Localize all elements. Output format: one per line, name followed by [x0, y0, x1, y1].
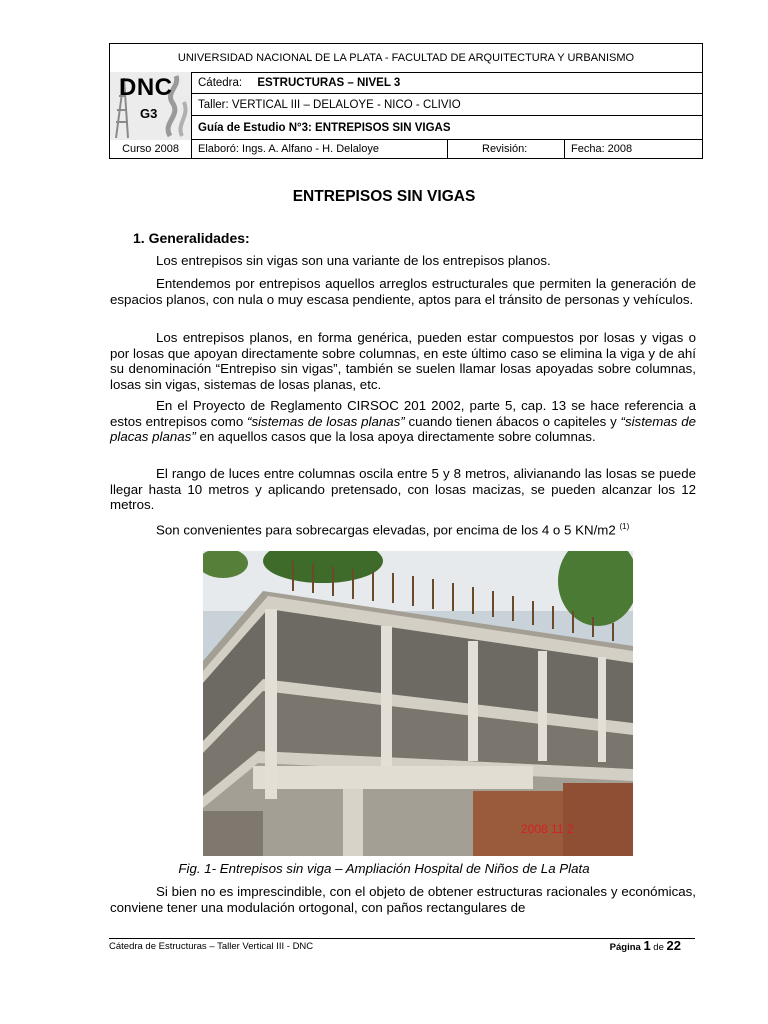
- guia-row: Guía de Estudio N°3: ENTREPISOS SIN VIGAS: [192, 116, 703, 140]
- paragraph-6: Son convenientes para sobrecargas elevadas, por encima de los 4 o 5 KN/m2 $^{(1)}$: [156, 522, 630, 538]
- dnc-logo: [110, 72, 192, 140]
- paragraph-4: En el Proyecto de Reglamento CIRSOC 201 2002, parte 5, cap. 13 se hace referencia a estos entrepisos como “sistemas de losas planas” cuando tienen ábacos o capiteles y “sistemas de placas planas” en aquellos casos que la losa apoya directamente sobre columnas.: [110, 398, 697, 445]
- university-name: UNIVERSIDAD NACIONAL DE LA PLATA - FACULTAD DE ARQUITECTURA Y URBANISMO: [110, 44, 702, 73]
- paragraph-7: Si bien no es imprescindible, con el objeto de obtener estructuras racionales y económicas, conviene tener una modulación ortogonal, con paños rectangulares de: [110, 884, 696, 915]
- taller-row: Taller: VERTICAL III – DELALOYE - NICO - CLIVIO: [192, 94, 703, 116]
- logo-text: DNC: [119, 74, 173, 101]
- footer-rule: [109, 938, 695, 939]
- curso-cell: Curso 2008: [110, 140, 192, 159]
- paragraph-3: Los entrepisos planos, en forma genérica, pueden estar compuestos por losas y vigas o por losas que apoyan directamente sobre columnas, en este último caso se elimina la viga y de ahí su denominación “Entrepiso sin vigas”, también se suelen llamar losas apoyadas sobre columnas, losas sin vigas, sistemas de losas planas, etc.: [110, 330, 696, 392]
- section-heading: 1. Generalidades:: [133, 230, 250, 246]
- page-number: Página 1 de 22: [609, 938, 681, 953]
- paragraph-2: Entendemos por entrepisos aquellos arreglos estructurales que permiten la generación de espacios planos, con nula o muy escasa pendiente, aptos para el tránsito de personas y vehículos.: [110, 276, 696, 307]
- footnote-ref: (1): [619, 522, 630, 531]
- photo-date-stamp: 2008 11 2: [521, 822, 574, 836]
- paragraph-5: El rango de luces entre columnas oscila entre 5 y 8 metros, alivianando las losas se puede llegar hasta 10 metros y aplicando pretensado, con losas macizas, se pueden alcanzar los 12 metros.: [110, 466, 696, 513]
- page-footer: [109, 938, 695, 953]
- catedra-value: ESTRUCTURAS – NIVEL 3: [257, 77, 401, 89]
- document-title: ENTREPISOS SIN VIGAS: [292, 188, 476, 205]
- document-header: [109, 43, 703, 159]
- logo-subtext: G3: [140, 106, 158, 121]
- footer-left: Cátedra de Estructuras – Taller Vertical III - DNC: [109, 941, 314, 952]
- catedra-row: [192, 72, 703, 94]
- catedra-label: Cátedra:: [198, 77, 243, 89]
- figure-caption: Fig. 1- Entrepisos sin viga – Ampliación Hospital de Niños de La Plata: [178, 861, 590, 876]
- revision-cell: Revisión:: [448, 140, 565, 159]
- fecha-cell: Fecha: 2008: [571, 143, 633, 155]
- building-photo: [203, 551, 633, 856]
- paragraph-1: Los entrepisos sin vigas son una variante de los entrepisos planos.: [156, 253, 551, 268]
- elaboro-cell: Elaboró: Ings. A. Alfano - H. Delaloye: [192, 140, 448, 159]
